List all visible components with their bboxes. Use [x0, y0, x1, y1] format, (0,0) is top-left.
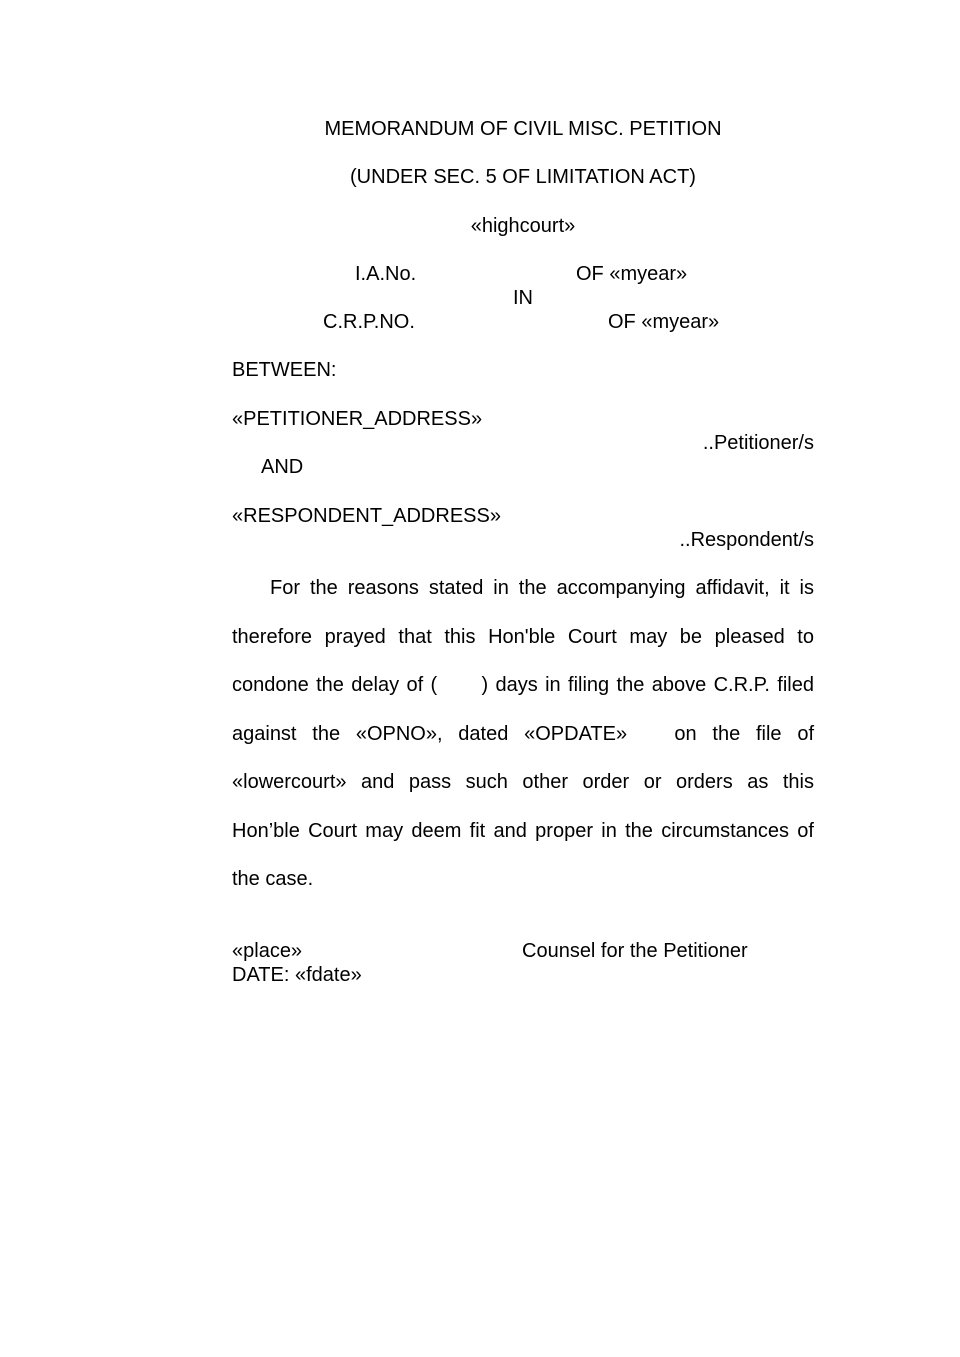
court-name: «highcourt»	[470, 215, 576, 237]
prayer-line: therefore prayed that this Hon'ble Court may be pleased to	[232, 626, 814, 648]
petitioner-role: ..Petitioner/s	[702, 432, 814, 454]
prayer-line: condone the delay of ( ) days in filing the above C.R.P. filed	[232, 674, 814, 696]
respondent-address: «RESPONDENT_ADDRESS»	[232, 505, 501, 527]
respondent-role: ..Respondent/s	[679, 529, 814, 551]
in-connector: IN	[513, 287, 533, 309]
crp-number-label: C.R.P.NO.	[323, 311, 415, 333]
petitioner-address: «PETITIONER_ADDRESS»	[232, 408, 483, 430]
prayer-line: «lowercourt» and pass such other order or orders as this	[232, 771, 814, 793]
prayer-line: the case.	[232, 868, 314, 890]
ia-year: OF «myear»	[576, 263, 688, 285]
counsel-signature: Counsel for the Petitioner	[522, 940, 748, 962]
place-field: «place»	[232, 940, 303, 962]
prayer-line: Hon’ble Court may deem fit and proper in the circumstances of	[232, 820, 814, 842]
document-subtitle: (UNDER SEC. 5 OF LIMITATION ACT)	[350, 166, 696, 188]
prayer-line: For the reasons stated in the accompanying affidavit, it is	[270, 577, 814, 599]
prayer-line: against the «OPNO», dated «OPDATE» on the file of	[232, 723, 814, 745]
between-label: BETWEEN:	[232, 359, 337, 381]
ia-number-label: I.A.No.	[355, 263, 417, 285]
and-label: AND	[261, 456, 304, 478]
document-title: MEMORANDUM OF CIVIL MISC. PETITION	[324, 118, 722, 140]
crp-year: OF «myear»	[608, 311, 720, 333]
date-field: DATE: «fdate»	[232, 964, 362, 986]
